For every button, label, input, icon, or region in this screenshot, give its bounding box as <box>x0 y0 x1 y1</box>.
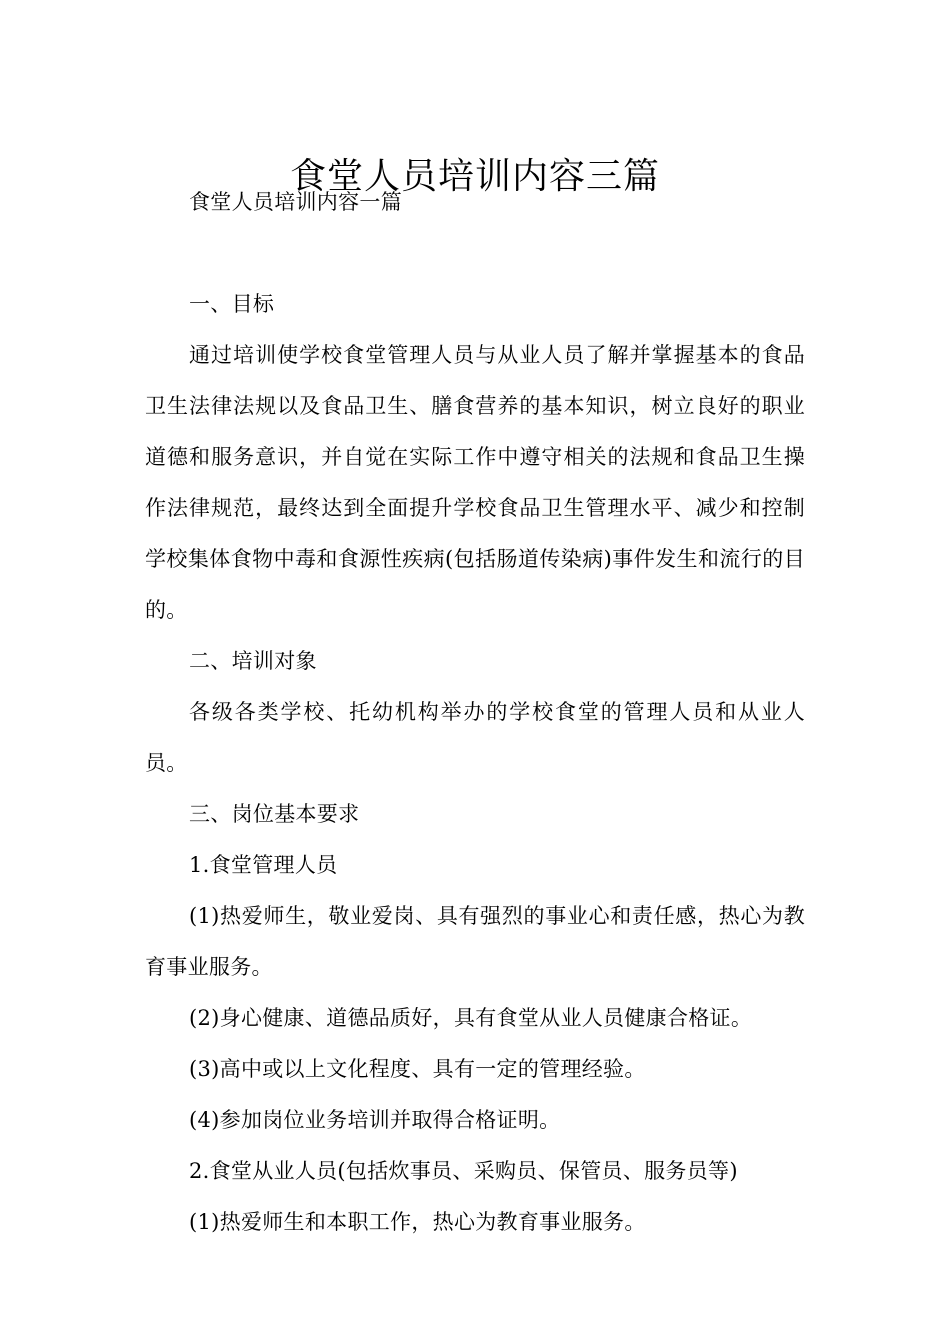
list-item: (1)热爱师生和本职工作，热心为教育事业服务。 <box>189 1210 646 1234</box>
list-item: (2)身心健康、道德品质好，具有食堂从业人员健康合格证。 <box>189 1006 753 1030</box>
subheading-staff: 2.食堂从业人员(包括炊事员、采购员、保管员、服务员等) <box>189 1159 738 1183</box>
heading-requirements: 三、岗位基本要求 <box>189 802 360 826</box>
section-subtitle: 食堂人员培训内容一篇 <box>189 190 402 214</box>
heading-goal: 一、目标 <box>189 292 275 316</box>
heading-trainees: 二、培训对象 <box>189 649 317 673</box>
list-item: (4)参加岗位业务培训并取得合格证明。 <box>189 1108 561 1132</box>
subheading-managers: 1.食堂管理人员 <box>189 853 338 877</box>
document-title: 食堂人员培训内容三篇 <box>289 156 660 198</box>
paragraph-trainees: 各级各类学校、托幼机构举办的学校食堂的管理人员和从业人员。 <box>145 700 805 775</box>
document-body <box>145 177 805 1248</box>
blank-line <box>145 228 805 279</box>
list-item: (1)热爱师生，敬业爱岗、具有强烈的事业心和责任感，热心为教育事业服务。 <box>145 904 805 979</box>
list-item: (3)高中或以上文化程度、具有一定的管理经验。 <box>189 1057 646 1081</box>
paragraph-goal: 通过培训使学校食堂管理人员与从业人员了解并掌握基本的食品卫生法律法规以及食品卫生、膳食营养的基本知识，树立良好的职业道德和服务意识，并自觉在实际工作中遵守相关的法规和食品卫生操作法律规范，最终达到全面提升学校食品卫生管理水平、减少和控制学校集体食物中毒和食源性疾病(包括肠道传染病)事件发生和流行的目的。 <box>145 343 805 622</box>
